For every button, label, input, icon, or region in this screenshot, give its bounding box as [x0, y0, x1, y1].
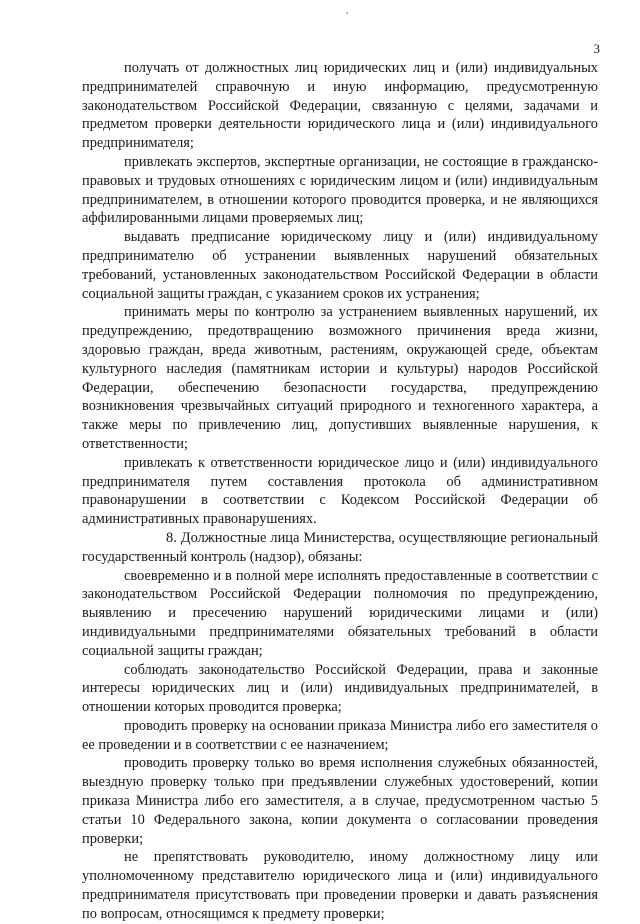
paragraph-bring-to-responsibility: привлекать к ответственности юридическое лицо и (или) индивидуального предпринимателя путем составления протокола об административном правонарушении в соответствии с Кодексом Российской Федерации об административных правонарушениях. — [82, 454, 598, 528]
duty-inspect-during-duty: проводить проверку только во время исполнения служебных обязанностей, выездную проверку только при предъявлении служебных удостоверений, копии приказа Министра либо его заместителя, а в случае, предусмотренном частью 5 статьи 10 Федерального закона, копии документа о согласовании проведения проверки; — [82, 755, 598, 847]
paragraph-request-information: получать от должностных лиц юридических лиц и (или) индивидуальных предпринимателей справочную и иную информацию, предусмотренную законодательством Российской Федерации, связанную с целями, задачами и предметом проверки деятельности юридического лица и (или) индивидуального предпринимателя; — [82, 60, 598, 152]
paragraph-engage-experts: привлекать экспертов, экспертные организации, не состоящие в гражданско-правовых и трудовых отношениях с юридическим лицом и (или) индивидуальным предпринимателем, в отношении которого проводится проверка, и не являющихся аффилированными лицами проверяемых лиц; — [82, 153, 598, 227]
duty-not-obstruct: не препятствовать руководителю, иному должностному лицу или уполномоченному представителю юридического лица и (или) индивидуального предпринимателя присутствовать при проведении проверки и давать разъяснения по вопросам, относящимся к предмету проверки; — [82, 849, 598, 922]
paragraph-issue-order: выдавать предписание юридическому лицу и (или) индивидуальному предпринимателю об устранении выявленных нарушений обязательных требований, установленных законодательством Российской Федерации в области социальной защиты граждан, с указанием сроков их устранения; — [82, 229, 598, 302]
section-8-number: 8. — [166, 529, 177, 546]
paragraph-take-measures: принимать меры по контролю за устранением выявленных нарушений, их предупреждению, предотвращению возможного причинения вреда жизни, здоровью граждан, вреда животным, растениям, окружающей среде, объектам культурного наследия (памятникам истории и культуры) народов Российской Федерации, обеспечению безопасности государства, предупреждению возникновения чрезвычайных ситуаций природного и техногенного характера, а также меры по привлечению лиц, допустивших выявленные нарушения, к ответственности; — [82, 304, 598, 452]
duty-execute-powers: своевременно и в полной мере исполнять предоставленные в соответствии с законодательством Российской Федерации полномочия по предупреждению, выявлению и пресечению нарушений юридическими лицами и (или) индивидуальными предпринимателями обязательных требований в области социальной защиты граждан; — [82, 567, 598, 659]
duty-inspect-on-order: проводить проверку на основании приказа Министра либо его заместителя о ее проведении и в соответствии с ее назначением; — [82, 717, 598, 753]
document-body — [82, 59, 598, 924]
scan-speck — [346, 12, 348, 14]
duty-observe-law: соблюдать законодательство Российской Федерации, права и законные интересы юридических лиц и (или) индивидуальных предпринимателей, в отношении которых проводится проверка; — [82, 661, 598, 716]
section-8-text: Должностные лица Министерства, осуществляющие региональный государственный контроль (надзор), обязаны: — [82, 529, 598, 565]
page-number: 3 — [593, 41, 600, 56]
section-8-paragraph — [82, 529, 598, 567]
